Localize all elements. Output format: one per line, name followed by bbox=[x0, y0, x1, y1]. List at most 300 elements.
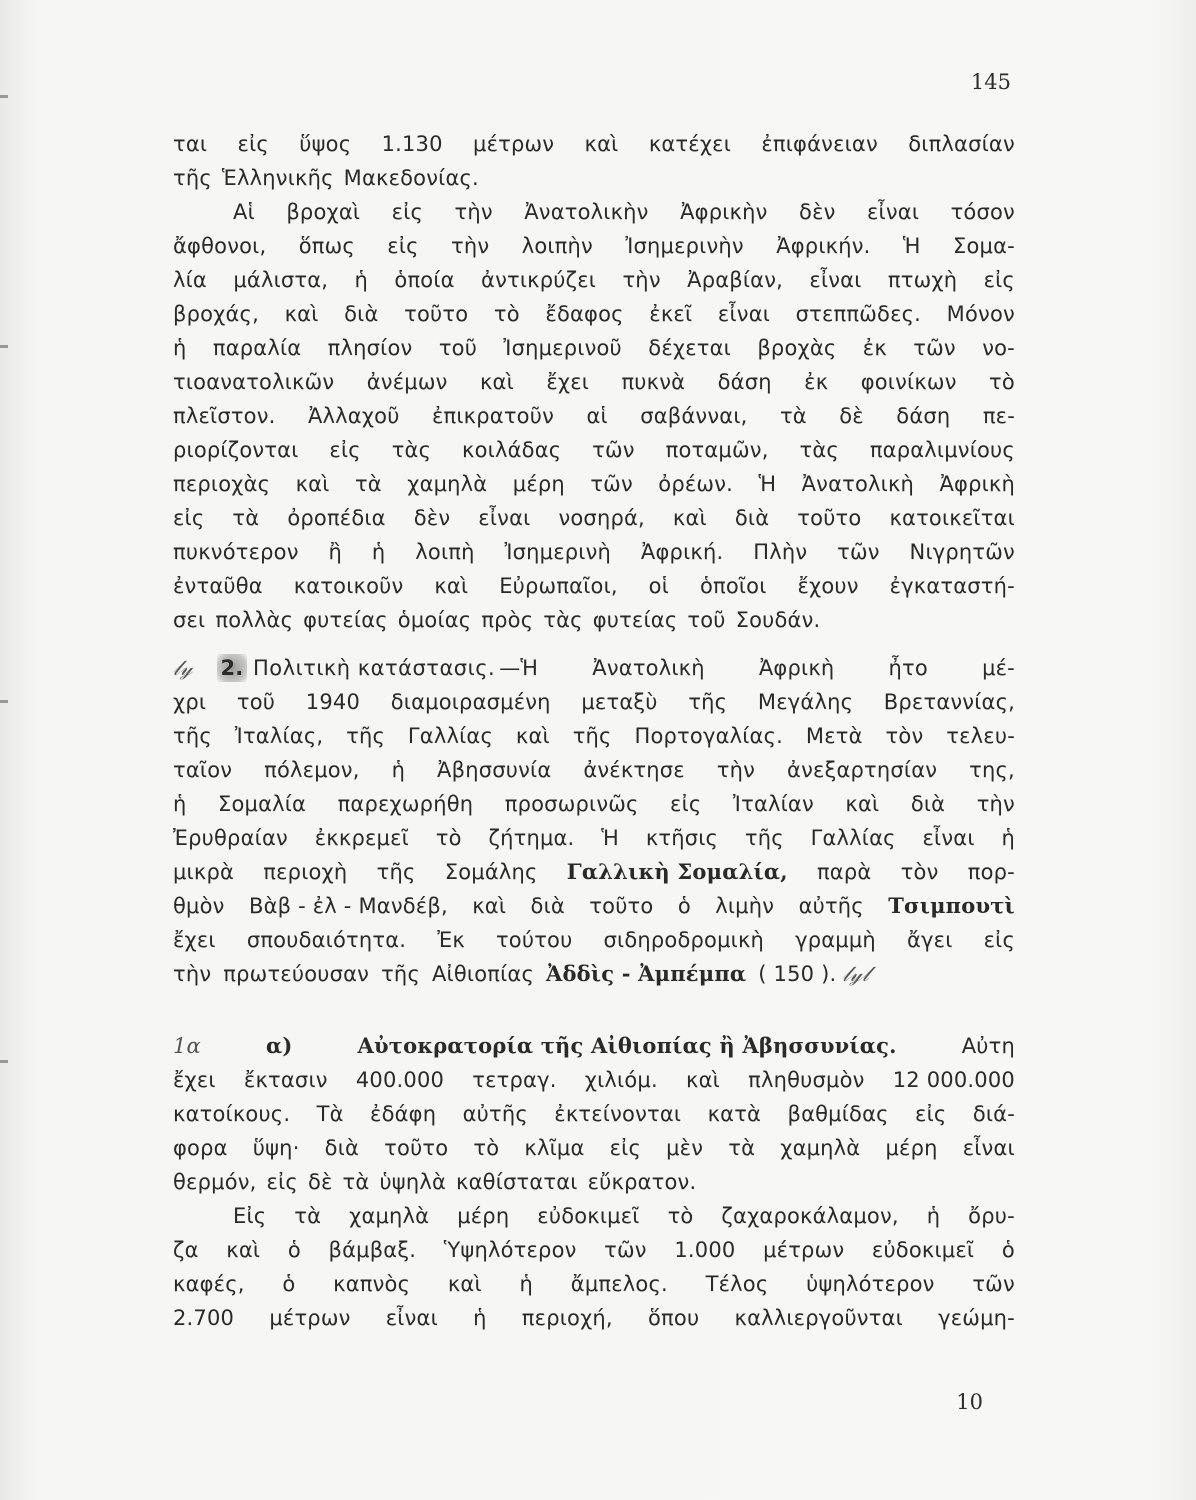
text-word: κατέχει bbox=[648, 132, 732, 156]
text-word: τὸ bbox=[473, 1136, 500, 1160]
text-word: εἶναι bbox=[385, 1306, 438, 1330]
text-word: τούτου bbox=[495, 928, 573, 952]
text-word: ζαχαροκάλαμον, bbox=[721, 1204, 899, 1228]
text-word: τὸν bbox=[885, 724, 924, 748]
text-word: τῶν bbox=[972, 1272, 1015, 1296]
text-word: ται bbox=[173, 132, 208, 156]
text-word: Ἰσημερινὴ bbox=[504, 540, 612, 564]
text-word: μικρὰ bbox=[173, 860, 235, 884]
text-word: ἐγκαταστή- bbox=[889, 574, 1015, 598]
text-line bbox=[173, 535, 1015, 569]
text-word: εἶναι bbox=[717, 302, 771, 326]
text-line bbox=[173, 195, 1015, 229]
text-word: ἐπιφάνειαν bbox=[761, 132, 878, 156]
text-word: τοῦ bbox=[438, 336, 478, 360]
text-word: ἡ bbox=[1001, 826, 1015, 850]
text-word: δάση bbox=[717, 370, 772, 394]
text-line bbox=[173, 821, 1015, 855]
text-line bbox=[173, 263, 1015, 297]
text-word: τοῦ bbox=[687, 608, 726, 632]
text-word: καφές, bbox=[173, 1272, 245, 1296]
text-word: διά- bbox=[972, 1102, 1015, 1126]
text-word: Μακεδονίας. bbox=[343, 166, 479, 190]
text-word: πορ- bbox=[967, 860, 1015, 884]
text-word: ἄφθονοι, bbox=[173, 234, 267, 258]
text-word: ταῖον bbox=[173, 758, 233, 782]
text-word: ὁμοίας bbox=[397, 608, 472, 632]
text-word: ζα bbox=[173, 1238, 199, 1262]
text-word: ἔχει bbox=[173, 928, 216, 952]
text-word: τῆς bbox=[173, 166, 212, 190]
text-word: εὐδοκιμεῖ bbox=[871, 1238, 975, 1262]
text-word: καὶ bbox=[226, 1238, 261, 1262]
text-word: ὅπου bbox=[648, 1306, 700, 1330]
footer-number: 10 bbox=[956, 1390, 983, 1414]
text-word: μέτρων bbox=[763, 1238, 845, 1262]
section-heading-ethiopia bbox=[173, 1029, 1015, 1063]
text-line bbox=[173, 1199, 1015, 1233]
text-word: ὕψη· bbox=[252, 1136, 300, 1160]
text-word: θερμόν, bbox=[173, 1170, 257, 1194]
text-word: 2.700 bbox=[173, 1306, 235, 1330]
text-word: Τέλος bbox=[705, 1272, 769, 1296]
handwritten-annotation: 𝓁𝓎𝓁 bbox=[842, 962, 870, 986]
text-word: ἔχει bbox=[173, 1068, 216, 1092]
text-word: φυτείας bbox=[303, 608, 388, 632]
text-word: οἱ bbox=[648, 574, 670, 598]
text-word: τὰ bbox=[728, 1136, 756, 1160]
text-word: ἡ bbox=[354, 268, 369, 292]
text-word: κατοικεῖται bbox=[889, 506, 1015, 530]
text-word: τὴν bbox=[716, 758, 756, 782]
text-word: καὶ bbox=[472, 894, 507, 918]
text-word: φορα bbox=[173, 1136, 228, 1160]
text-word: Ἀφρικὴν bbox=[680, 200, 768, 224]
text-line bbox=[173, 467, 1015, 501]
text-line bbox=[173, 229, 1015, 263]
text-word: διὰ bbox=[530, 894, 565, 918]
text-word: Ἑλληνικῆς bbox=[221, 166, 334, 190]
text-word: ὅπως bbox=[298, 234, 355, 258]
text-word: κατοίκους. bbox=[173, 1102, 291, 1126]
text-word: καὶ bbox=[284, 302, 319, 326]
text-word: Ἀφρική. bbox=[640, 540, 724, 564]
text-word: διαμοιρασμένη bbox=[390, 690, 551, 714]
text-word: Σομα- bbox=[953, 234, 1015, 258]
text-word: τελευ- bbox=[946, 724, 1015, 748]
text-word: εἶναι bbox=[922, 826, 975, 850]
text-word: τοῦ bbox=[236, 690, 276, 714]
text-word: πλεῖστον. bbox=[173, 404, 276, 428]
text-word: νοσηρά, bbox=[558, 506, 645, 530]
text-word: εὐδοκιμεῖ bbox=[537, 1204, 640, 1228]
text-word: εἰς bbox=[983, 268, 1015, 292]
text-word: τὴν bbox=[173, 962, 212, 986]
text-word: Τὰ bbox=[316, 1102, 344, 1126]
text-word: εἰς bbox=[173, 506, 205, 530]
text-word: βροχαὶ bbox=[286, 200, 361, 224]
text-word: εἶναι bbox=[809, 268, 862, 292]
text-word: τῆς bbox=[376, 860, 416, 884]
text-word: τὰς bbox=[799, 438, 839, 462]
text-word: σπουδαιότητα. bbox=[246, 928, 407, 952]
text-word: Αὐτη bbox=[961, 1034, 1015, 1058]
text-word: τετραγ. bbox=[472, 1068, 557, 1092]
text-word: Ἀνατολικὴ bbox=[592, 656, 705, 680]
text-word: τοῦτο bbox=[404, 302, 469, 326]
text-word: εἶναι bbox=[867, 200, 920, 224]
text-word: 12 000.000 bbox=[892, 1068, 1015, 1092]
text-word: καὶ bbox=[584, 132, 619, 156]
text-word: κοιλάδας bbox=[462, 438, 562, 462]
text-word: πόλεμον, bbox=[264, 758, 360, 782]
text-word: πολλὰς bbox=[215, 608, 294, 632]
text-word: τόσον bbox=[950, 200, 1015, 224]
text-line bbox=[173, 787, 1015, 821]
text-word: καπνὸς bbox=[333, 1272, 411, 1296]
text-word: βαθμίδας bbox=[787, 1102, 889, 1126]
text-word: τοῦτο bbox=[384, 1136, 449, 1160]
handwritten-annotation: 1α bbox=[173, 1034, 201, 1058]
text-word: βροχὰς bbox=[757, 336, 837, 360]
text-word: ἀντικρύζει bbox=[481, 268, 597, 292]
text-line bbox=[173, 855, 1015, 889]
text-word: ἡ bbox=[173, 792, 187, 816]
text-word: τῆς bbox=[688, 690, 728, 714]
text-word: αἱ bbox=[586, 404, 608, 428]
text-word: βάμβαξ. bbox=[328, 1238, 417, 1262]
text-word: ὁποῖοι bbox=[699, 574, 767, 598]
text-word: ἔχουν bbox=[797, 574, 859, 598]
text-word: ἐκτείνονται bbox=[554, 1102, 682, 1126]
text-word: φοινίκων bbox=[860, 370, 957, 394]
text-word: μέτρων bbox=[473, 132, 555, 156]
text-word: μέρη bbox=[885, 1136, 938, 1160]
text-word: πλησίον bbox=[327, 336, 413, 360]
text-word: Τσιμπουτὶ bbox=[888, 893, 1015, 918]
text-word: ἀνεξαρτησίαν bbox=[787, 758, 938, 782]
text-word: Ἀβησσυνία bbox=[437, 758, 552, 782]
text-word: εἰς bbox=[387, 234, 419, 258]
text-word: εἰς bbox=[609, 1136, 642, 1160]
text-word: Αἰθιοπίας bbox=[431, 962, 534, 986]
text-word: —Ἡ bbox=[499, 656, 539, 680]
text-word: προσωρινῶς bbox=[504, 792, 639, 816]
text-word: Γαλλικὴ Σομαλία, bbox=[566, 859, 788, 884]
text-word: 1.000 bbox=[674, 1238, 736, 1262]
text-word: ἡ bbox=[926, 1204, 941, 1228]
text-line bbox=[173, 685, 1015, 719]
text-word: καὶ bbox=[447, 1272, 482, 1296]
text-word: δὲν bbox=[413, 506, 451, 530]
text-word: τὰ bbox=[342, 1170, 370, 1194]
text-word: Πορτογαλίας. bbox=[634, 724, 783, 748]
text-line bbox=[173, 753, 1015, 787]
text-word: τὰ bbox=[294, 1204, 322, 1228]
text-word: τῶν bbox=[604, 1238, 647, 1262]
text-word: καὶ bbox=[845, 792, 880, 816]
text-word: Ἀραβίαν, bbox=[687, 268, 784, 292]
text-word: ἔχει bbox=[546, 370, 590, 394]
text-word: πυκνότερον bbox=[173, 540, 299, 564]
text-word: ζήτημα. bbox=[488, 826, 575, 850]
text-line bbox=[173, 1131, 1015, 1165]
text-word: πυκνὰ bbox=[621, 370, 686, 394]
text-line bbox=[173, 1301, 1015, 1335]
text-word: εἰς bbox=[915, 1102, 947, 1126]
text-word: Σομάλης bbox=[444, 860, 538, 884]
text-word: Αἱ bbox=[233, 200, 255, 224]
text-word: σιδηροδρομικὴ bbox=[603, 928, 765, 952]
text-word: νο- bbox=[982, 336, 1015, 360]
text-word: Ἡ bbox=[902, 234, 921, 258]
text-word: τῶν bbox=[590, 472, 633, 496]
text-word: Βὰβ - ἐλ - Μανδέβ, bbox=[248, 894, 448, 918]
text-word: ἔδαφος bbox=[545, 302, 624, 326]
text-word: Εἰς bbox=[233, 1204, 267, 1228]
text-word: Ἀφρικὴ bbox=[758, 656, 835, 680]
text-word: εἶναι bbox=[478, 506, 531, 530]
text-word: δὲ bbox=[839, 404, 864, 428]
text-word: τῆς bbox=[381, 962, 420, 986]
text-word: ὄρυ- bbox=[968, 1204, 1015, 1228]
text-word: αὐτῆς bbox=[798, 894, 864, 918]
text-line bbox=[173, 161, 1015, 195]
margin-mark bbox=[0, 1060, 8, 1063]
text-word: ἄγει bbox=[907, 928, 953, 952]
text-word: Ἀνατολικὴν bbox=[524, 200, 649, 224]
text-word: καὶ bbox=[434, 574, 469, 598]
text-word: τῶν bbox=[837, 540, 880, 564]
text-word: Νιγρητῶν bbox=[909, 540, 1015, 564]
text-word: Ἀλλαχοῦ bbox=[307, 404, 400, 428]
text-word: διὰ bbox=[324, 1136, 360, 1160]
text-word: περιοχὴ bbox=[263, 860, 348, 884]
text-word: ἀνέκτησε bbox=[583, 758, 685, 782]
margin-mark bbox=[0, 95, 8, 98]
text-word: σει bbox=[173, 608, 206, 632]
text-word: πληθυσμὸν bbox=[748, 1068, 865, 1092]
text-word: ὕψος bbox=[299, 132, 352, 156]
text-word: Σομαλία bbox=[218, 792, 307, 816]
text-word: Ἰσημερινοῦ bbox=[503, 336, 622, 360]
text-line bbox=[173, 399, 1015, 433]
text-word: Ἀνατολικὴ bbox=[801, 472, 915, 496]
text-word: μεταξὺ bbox=[581, 690, 658, 714]
text-word: καὶ bbox=[686, 1068, 720, 1092]
text-word: ἡ bbox=[391, 758, 406, 782]
text-word: ἀνέμων bbox=[366, 370, 448, 394]
text-word: δέχεται bbox=[648, 336, 731, 360]
text-line bbox=[173, 501, 1015, 535]
text-word: περιοχὰς bbox=[173, 472, 271, 496]
text-word: παραλιμνίους bbox=[869, 438, 1015, 462]
text-word: τοῦτο bbox=[797, 506, 862, 530]
text-word: τῶν bbox=[592, 438, 635, 462]
text-word: σαβάνναι, bbox=[640, 404, 748, 428]
text-word: Μόνον bbox=[946, 302, 1015, 326]
text-word: ἡ bbox=[371, 540, 386, 564]
text-word: Εὐρωπαῖοι, bbox=[499, 574, 618, 598]
text-word: τὴν bbox=[976, 792, 1015, 816]
text-word: καὶ bbox=[672, 506, 707, 530]
text-word: τὰς bbox=[391, 438, 432, 462]
text-word: ἐδάφη bbox=[370, 1102, 437, 1126]
text-line bbox=[173, 719, 1015, 753]
text-word: λοιπὴ bbox=[415, 540, 475, 564]
text-word: ἢ bbox=[328, 540, 343, 564]
text-word: Ἰταλίαν bbox=[732, 792, 814, 816]
text-word: μέτρων bbox=[269, 1306, 351, 1330]
text-word: εὔκρατον. bbox=[587, 1170, 697, 1194]
text-line bbox=[173, 127, 1015, 161]
text-line bbox=[173, 365, 1015, 399]
text-word: Ἡ bbox=[601, 826, 619, 850]
text-word: 400.000 bbox=[355, 1068, 445, 1092]
text-word: τὴν bbox=[451, 234, 490, 258]
text-word: κατὰ bbox=[707, 1102, 762, 1126]
text-word: 1940 bbox=[305, 690, 361, 714]
text-word: παραλία bbox=[212, 336, 302, 360]
text-word: δὲν bbox=[799, 200, 836, 224]
text-word: γεώμη- bbox=[938, 1306, 1015, 1330]
text-word: χρι bbox=[173, 690, 207, 714]
text-word: Μετὰ bbox=[805, 724, 863, 748]
text-word: εἰς bbox=[391, 200, 424, 224]
text-word: τοῦτο bbox=[589, 894, 654, 918]
text-word: διπλασίαν bbox=[908, 132, 1015, 156]
text-word: Ἰταλίας, bbox=[234, 724, 324, 748]
text-word: ( 150 ). bbox=[758, 962, 837, 986]
text-word: Ἀδδὶς - Ἀμπέμπα bbox=[545, 961, 747, 986]
text-word: Ὑψηλότερον bbox=[443, 1238, 577, 1262]
text-word: ὁ bbox=[1001, 1238, 1015, 1262]
text-word: ἐκεῖ bbox=[649, 302, 693, 326]
text-word: διὰ bbox=[734, 506, 770, 530]
text-word: ὑψηλότερον bbox=[806, 1272, 935, 1296]
text-word: θμὸν bbox=[173, 894, 225, 918]
text-word: τῆς bbox=[744, 826, 784, 850]
text-word: εἰς bbox=[983, 928, 1015, 952]
paragraph-ethiopia bbox=[173, 1063, 1015, 1335]
text-word: χαμηλὰ bbox=[780, 1136, 861, 1160]
text-word: μὲν bbox=[666, 1136, 704, 1160]
text-word: ἄμπελος. bbox=[570, 1272, 668, 1296]
text-word: μέρη bbox=[457, 1204, 510, 1228]
text-word: λιμὴν bbox=[715, 894, 775, 918]
text-word: εἰς bbox=[266, 1170, 298, 1194]
text-line bbox=[173, 603, 1015, 637]
text-word: 1.130 bbox=[381, 132, 443, 156]
text-word: τὸ bbox=[435, 826, 462, 850]
text-word: εἰς bbox=[329, 438, 361, 462]
text-word: ὀρέων. bbox=[658, 472, 734, 496]
text-word: της, bbox=[969, 758, 1015, 782]
page-number: 145 bbox=[970, 70, 1011, 94]
text-word: ἦτο bbox=[888, 656, 928, 680]
text-word: καὶ bbox=[295, 472, 330, 496]
text-word: μέ- bbox=[982, 656, 1015, 680]
text-line bbox=[173, 1267, 1015, 1301]
body-text bbox=[173, 127, 1015, 1335]
text-word: κλῖμα bbox=[524, 1136, 585, 1160]
text-word: ὁ bbox=[287, 1238, 301, 1262]
text-word: χιλιόμ. bbox=[584, 1068, 658, 1092]
section-title: Αὐτοκρατορία τῆς Αἰθιοπίας ἢ Ἀβησσυνίας. bbox=[357, 1033, 897, 1058]
text-word: Πλὴν bbox=[753, 540, 808, 564]
text-word: τὸ bbox=[667, 1204, 694, 1228]
paragraph-rainfall bbox=[173, 127, 1015, 637]
text-word: Ἀφρικὴ bbox=[939, 472, 1015, 496]
text-line bbox=[173, 331, 1015, 365]
text-word: χαμηλὰ bbox=[407, 472, 488, 496]
text-word: πρωτεύουσαν bbox=[223, 962, 370, 986]
section-label: α) bbox=[265, 1033, 293, 1058]
section-number: 2. bbox=[217, 654, 247, 682]
text-word: τὸν bbox=[900, 860, 939, 884]
text-word: ἐκκρεμεῖ bbox=[314, 826, 409, 850]
text-word: αὐτῆς bbox=[462, 1102, 528, 1126]
paragraph-politics bbox=[173, 685, 1015, 855]
text-word: κτῆσις bbox=[645, 826, 719, 850]
text-word: τῆς bbox=[572, 724, 612, 748]
text-word: ὁ bbox=[677, 894, 691, 918]
text-word: εἶναι bbox=[962, 1136, 1015, 1160]
text-word: ἐκ bbox=[804, 370, 829, 394]
text-word: ἔκτασιν bbox=[243, 1068, 328, 1092]
text-word: τὰ bbox=[354, 472, 382, 496]
text-word: Γαλλίας bbox=[407, 724, 493, 748]
text-word: τὸ bbox=[989, 370, 1015, 394]
text-word: ἡ bbox=[173, 336, 187, 360]
text-word: παρὰ bbox=[816, 860, 872, 884]
text-word: παρεχωρήθη bbox=[337, 792, 474, 816]
text-word: τὴν bbox=[622, 268, 661, 292]
text-word: ὀροπέδια bbox=[287, 506, 386, 530]
text-word: τὰ bbox=[232, 506, 260, 530]
handwritten-annotation: 𝓁𝓎 bbox=[173, 656, 193, 680]
text-word: χαμηλὰ bbox=[349, 1204, 430, 1228]
text-line bbox=[173, 889, 1015, 923]
text-word: τῶν bbox=[913, 336, 956, 360]
text-word: γραμμὴ bbox=[795, 928, 876, 952]
text-word: Μεγάλης bbox=[757, 690, 854, 714]
text-line bbox=[173, 923, 1015, 957]
text-word: Ἐρυθραίαν bbox=[173, 826, 288, 850]
text-word: εἰς bbox=[237, 132, 269, 156]
text-word: πτωχὴ bbox=[887, 268, 958, 292]
text-line bbox=[173, 297, 1015, 331]
text-word: καὶ bbox=[515, 724, 550, 748]
text-word: τὴν bbox=[454, 200, 493, 224]
text-word: τὸ bbox=[493, 302, 520, 326]
text-line bbox=[173, 1233, 1015, 1267]
section-heading-politics bbox=[173, 651, 1015, 685]
text-word: τὰς bbox=[543, 608, 583, 632]
text-line bbox=[173, 1097, 1015, 1131]
text-line bbox=[173, 957, 1015, 991]
text-line bbox=[173, 433, 1015, 467]
text-word: ἐνταῦθα bbox=[173, 574, 263, 598]
text-word: τὰ bbox=[779, 404, 807, 428]
text-word: βροχάς, bbox=[173, 302, 259, 326]
text-word: ὁποία bbox=[394, 268, 455, 292]
text-word: μέρη bbox=[512, 472, 565, 496]
text-word: εἰς bbox=[670, 792, 702, 816]
margin-mark bbox=[0, 345, 8, 348]
text-word: ἐκ bbox=[862, 336, 887, 360]
text-word: Σουδάν. bbox=[735, 608, 821, 632]
